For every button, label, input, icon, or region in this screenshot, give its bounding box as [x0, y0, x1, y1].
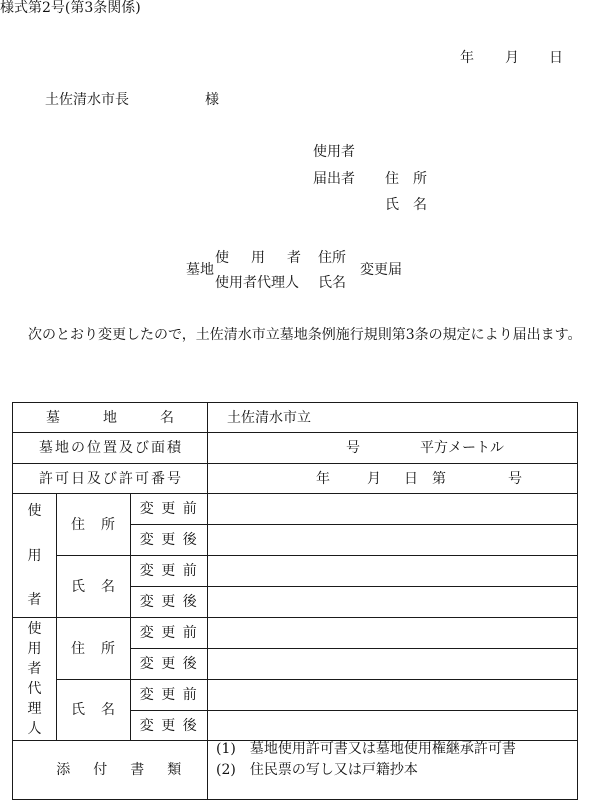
permit-number-suffix: 号 — [508, 470, 522, 487]
agent-address-before-label: 変 更 前 — [131, 618, 208, 649]
submitter-notifier-label: 届出者 — [313, 171, 355, 187]
permit-year-label: 年 — [316, 470, 330, 487]
location-area-label: 墓地の位置及び面積 — [13, 433, 208, 464]
user-address-label: 住 所 — [57, 494, 131, 556]
permit-day-label: 日 — [404, 470, 418, 487]
lot-number-suffix: 号 — [346, 440, 360, 456]
date-day-label: 日 — [549, 50, 563, 66]
agent-group-label-char: 用 — [27, 641, 42, 657]
submitter-user-label: 使用者 — [313, 144, 355, 160]
heading-suffix: 変更届 — [360, 262, 402, 278]
user-group-label-char: 者 — [27, 592, 42, 608]
heading-role-user: 使 用 者 — [215, 250, 305, 266]
agent-group-label-char: 理 — [27, 701, 42, 717]
permit-label: 許可日及び許可番号 — [13, 464, 208, 494]
user-group-label-char: 使 — [27, 503, 42, 519]
user-name-label: 氏 名 — [57, 556, 131, 618]
location-area-value — [208, 433, 578, 464]
agent-group-label-char: 使 — [27, 621, 42, 637]
heading-role-agent: 使用者代理人 — [215, 275, 299, 291]
user-group-label — [13, 494, 57, 618]
date-month-label: 月 — [505, 50, 519, 66]
user-address-after-field — [208, 525, 578, 556]
user-name-before-label: 変 更 前 — [131, 556, 208, 587]
cemetery-name-label: 墓 地 名 — [13, 403, 208, 433]
agent-name-before-field — [208, 680, 578, 711]
user-address-after-label: 変 更 後 — [131, 525, 208, 556]
submitter-name-label: 氏 名 — [385, 197, 427, 213]
user-name-after-field — [208, 587, 578, 618]
area-unit: 平方メートル — [420, 440, 504, 456]
heading-item-name: 氏名 — [318, 275, 346, 291]
notification-table — [12, 402, 578, 800]
addressee-name: 土佐清水市長 — [45, 92, 129, 108]
agent-name-before-label: 変 更 前 — [131, 680, 208, 711]
agent-name-after-label: 変 更 後 — [131, 711, 208, 741]
user-name-after-label: 変 更 後 — [131, 587, 208, 618]
agent-address-after-field — [208, 649, 578, 680]
heading-item-address: 住所 — [318, 250, 346, 266]
agent-address-before-field — [208, 618, 578, 649]
agent-address-after-label: 変 更 後 — [131, 649, 208, 680]
attachment-item: (1) 墓地使用許可書又は墓地使用権継承許可書 — [216, 741, 516, 757]
permit-value — [208, 464, 578, 494]
date-year-label: 年 — [460, 50, 474, 66]
permit-month-label: 月 — [367, 470, 381, 487]
agent-group-label-char: 者 — [27, 661, 42, 677]
body-text: 次のとおり変更したので，土佐清水市立墓地条例施行規則第3条の規定により届出ます。 — [28, 327, 582, 343]
agent-name-label: 氏 名 — [57, 680, 131, 741]
attachments-list — [208, 741, 578, 800]
attachments-label: 添 付 書 類 — [13, 741, 208, 800]
agent-address-label: 住 所 — [57, 618, 131, 680]
addressee-honorific: 様 — [205, 92, 219, 108]
agent-group-label-char: 代 — [27, 681, 42, 697]
form-number: 様式第2号(第3条関係) — [0, 0, 141, 16]
permit-number-prefix: 第 — [432, 470, 446, 487]
agent-group-label — [13, 618, 57, 741]
heading-prefix: 墓地 — [186, 262, 214, 278]
agent-group-label-char: 人 — [27, 721, 42, 737]
attachment-item: (2) 住民票の写し又は戸籍抄本 — [216, 762, 418, 778]
user-group-label-char: 用 — [27, 547, 42, 564]
user-address-before-label: 変 更 前 — [131, 494, 208, 525]
user-address-before-field — [208, 494, 578, 525]
user-name-before-field — [208, 556, 578, 587]
cemetery-name-value: 土佐清水市立 — [208, 403, 578, 433]
submitter-address-label: 住 所 — [385, 171, 427, 187]
agent-name-after-field — [208, 711, 578, 741]
